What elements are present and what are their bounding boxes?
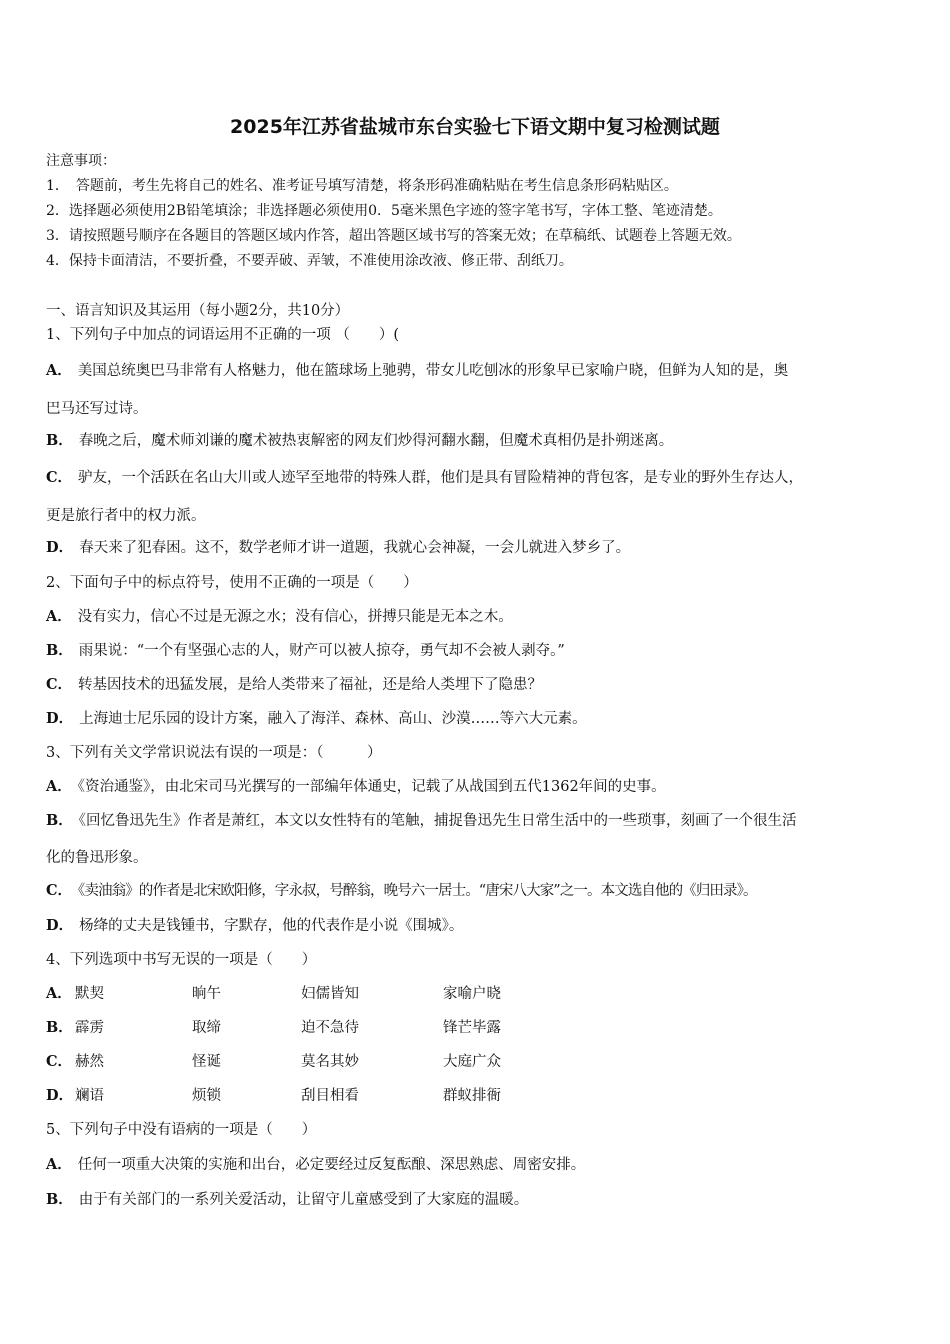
word-cell: 斓语 [75, 1088, 104, 1104]
option-text: 没有实力，信心不过是无源之水；没有信心，拼搏只能是无本之木。 [77, 609, 513, 625]
section-heading: 一、语言知识及其运用（每小题2分，共10分） [46, 303, 350, 319]
question-2-option-c [46, 676, 542, 694]
question-3-option-c [46, 882, 757, 900]
option-letter: B． [46, 812, 73, 829]
option-letter: B． [46, 432, 73, 449]
word-cell: 怪诞 [192, 1054, 221, 1070]
option-letter: A． [46, 1156, 72, 1173]
word-cell: 霹雳 [75, 1020, 104, 1036]
question-3-option-b-cont: 化的鲁迅形象。 [46, 850, 148, 866]
question-3-option-a [46, 778, 666, 796]
option-letter: A． [46, 362, 72, 379]
word-cell: 大庭广众 [443, 1054, 501, 1070]
option-letter: B． [46, 642, 73, 659]
option-letter: C． [46, 1053, 73, 1070]
notice-item: 4．保持卡面清洁，不要折叠，不要弄破、弄皱，不准使用涂改液、修正带、刮纸刀。 [46, 253, 573, 269]
word-cell: 默契 [75, 986, 104, 1002]
word-cell: 妇儒皆知 [301, 986, 359, 1002]
option-text: 《回忆鲁迅先生》作者是萧红，本文以女性特有的笔触，捕捉鲁迅先生日常生活中的一些琐事，刻画了一个很生活 [78, 813, 797, 829]
option-letter: C． [46, 469, 73, 486]
option-text: 《资治通鉴》，由北宋司马光撰写的一部编年体通史，记载了从战国到五代1362年间的史事。 [77, 779, 666, 795]
notice-item: 2．选择题必须使用2B铅笔填涂；非选择题必须使用0．5毫米黑色字迹的签字笔书写，字体工整、笔迹清楚。 [46, 203, 722, 219]
option-letter: A． [46, 608, 72, 625]
notice-item: 3．请按照题号顺序在各题目的答题区域内作答，超出答题区域书写的答案无效；在草稿纸、试题卷上答题无效。 [46, 228, 741, 244]
question-1-option-c-cont: 更是旅行者中的权力派。 [46, 508, 206, 524]
word-cell: 刮目相看 [301, 1088, 359, 1104]
word-cell: 家喻户晓 [443, 986, 501, 1002]
question-4-stem: 4、下列选项中书写无误的一项是（ ） [46, 952, 317, 968]
word-cell: 迫不急待 [301, 1020, 359, 1036]
option-letter: A． [46, 985, 72, 1002]
option-letter: A． [46, 778, 72, 795]
word-cell: 取缔 [192, 1020, 221, 1036]
question-2-option-b [46, 642, 565, 660]
option-text: 上海迪士尼乐园的设计方案，融入了海洋、森林、高山、沙漠……等六大元素。 [79, 711, 587, 727]
option-letter: D． [46, 539, 74, 556]
question-1-option-a-cont: 巴马还写过诗。 [46, 401, 148, 417]
option-text: 美国总统奥巴马非常有人格魅力，他在篮球场上驰骋，带女儿吃刨冰的形象早已家喻户晓，但鲜为人知的是，奥 [77, 363, 789, 379]
option-text: 转基因技术的迅猛发展，是给人类带来了福祉，还是给人类埋下了隐患？ [78, 677, 543, 693]
word-cell: 晌午 [192, 986, 221, 1002]
notice-item: 1． 答题前，考生先将自己的姓名、准考证号填写清楚，将条形码准确粘贴在考生信息条形码粘贴区。 [46, 178, 678, 194]
option-text: 春晚之后，魔术师刘谦的魔术被热衷解密的网友们炒得河翻水翻，但魔术真相仍是扑朔迷离。 [78, 433, 674, 449]
page-title: 2025年江苏省盐城市东台实验七下语文期中复习检测试题 [230, 116, 720, 138]
word-cell: 锋芒毕露 [443, 1020, 501, 1036]
question-1-option-b [46, 432, 673, 450]
question-1-option-c [46, 469, 803, 487]
option-text: 任何一项重大决策的实施和出台，必定要经过反复酝酿、深思熟虑、周密安排。 [77, 1157, 586, 1173]
question-2-option-a [46, 608, 513, 626]
question-2-stem: 2、下面句子中的标点符号，使用不正确的一项是（ ） [46, 575, 418, 591]
question-5-option-a [46, 1156, 585, 1174]
word-cell: 群蚁排衙 [443, 1088, 501, 1104]
question-2-option-d [46, 710, 587, 728]
word-cell: 烦锁 [192, 1088, 221, 1104]
option-letter: C． [46, 882, 73, 899]
question-5-stem: 5、下列句子中没有语病的一项是（ ） [46, 1122, 317, 1138]
option-letter: D． [46, 917, 74, 934]
question-1-option-a [46, 362, 788, 380]
option-text: 驴友，一个活跃在名山大川或人迹罕至地带的特殊人群，他们是具有冒险精神的背包客，是专业的野外生存达人， [78, 470, 804, 486]
notice-heading: 注意事项： [46, 153, 116, 169]
option-letter: D． [46, 710, 74, 727]
word-cell: 莫名其妙 [301, 1054, 359, 1070]
option-letter: D． [46, 1087, 74, 1104]
question-3-option-b [46, 812, 797, 830]
option-text: 由于有关部门的一系列关爱活动，让留守儿童感受到了大家庭的温暖。 [78, 1192, 529, 1208]
option-letter: B． [46, 1019, 73, 1036]
option-letter: C． [46, 676, 73, 693]
question-5-option-b [46, 1191, 528, 1209]
option-letter: B． [46, 1191, 73, 1208]
question-1-stem: 1、下列句子中加点的词语运用不正确的一项 （ ）( [46, 327, 399, 343]
option-text: 雨果说：“一个有坚强心志的人，财产可以被人掠夺，勇气却不会被人剥夺。” [78, 643, 565, 659]
word-cell: 赫然 [75, 1054, 104, 1070]
question-3-stem: 3、下列有关文学常识说法有误的一项是：（ ） [46, 745, 382, 761]
option-text: 春天来了犯春困。这不，数学老师才讲一道题，我就心会神凝，一会儿就进入梦乡了。 [79, 540, 631, 556]
question-1-option-d [46, 539, 630, 557]
option-text: 《卖油翁》的作者是北宋欧阳修，字永叔，号醉翁，晚号六一居士。“唐宋八大家”之一。本文选自他的《归田录》。 [78, 883, 757, 899]
option-text: 杨绛的丈夫是钱锺书，字默存，他的代表作是小说《围城》。 [79, 918, 464, 934]
question-3-option-d [46, 917, 463, 935]
